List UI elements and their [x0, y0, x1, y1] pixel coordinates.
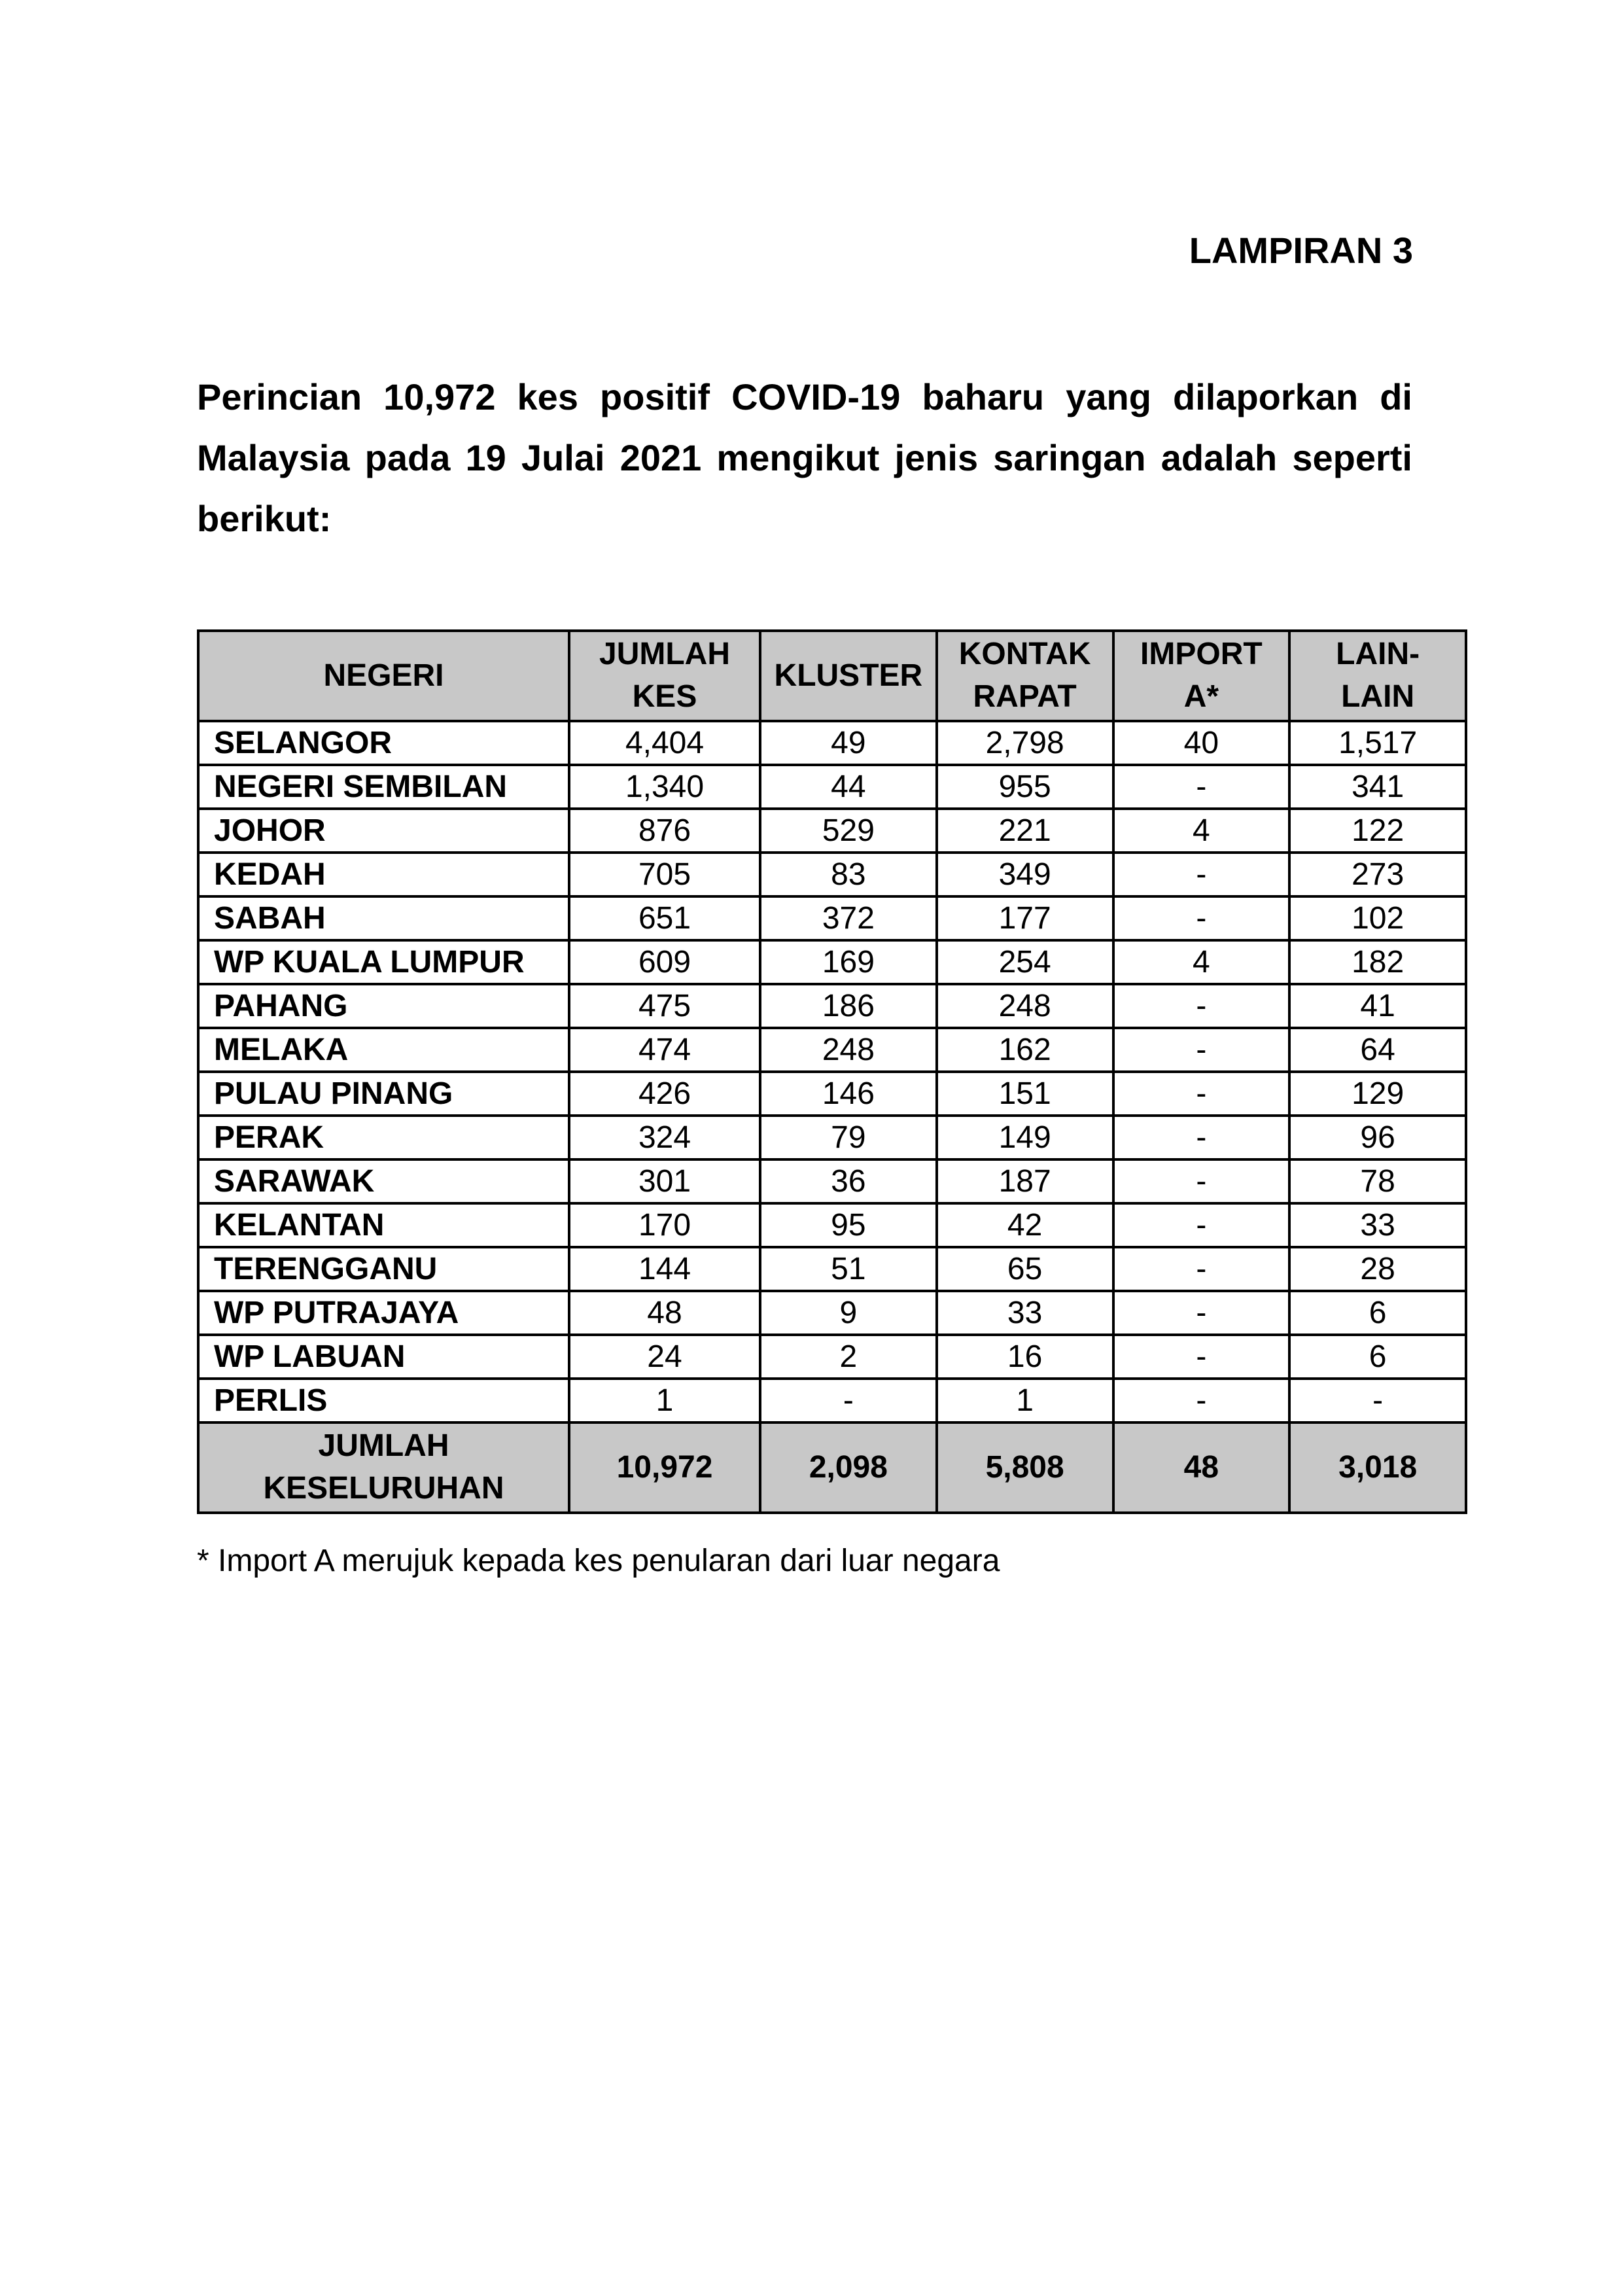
kluster-cell: 51 — [760, 1247, 937, 1291]
jumlah-kes-cell: 426 — [569, 1072, 760, 1116]
header-jumlah-kes: JUMLAH KES — [569, 631, 760, 721]
state-name: JOHOR — [198, 809, 569, 853]
jumlah-kes-cell: 48 — [569, 1291, 760, 1335]
kluster-cell: 95 — [760, 1203, 937, 1247]
kluster-cell: - — [760, 1379, 937, 1422]
footnote: * Import A merujuk kepada kes penularan dari luar negara — [197, 1544, 1000, 1578]
jumlah-kes-cell: 876 — [569, 809, 760, 853]
jumlah-kes-cell: 4,404 — [569, 721, 760, 765]
state-name: NEGERI SEMBILAN — [198, 765, 569, 809]
jumlah-kes-cell: 144 — [569, 1247, 760, 1291]
header-kontak-rapat: KONTAK RAPAT — [937, 631, 1113, 721]
lain-lain-cell: 6 — [1289, 1291, 1466, 1335]
header-kluster: KLUSTER — [760, 631, 937, 721]
kontak-rapat-cell: 2,798 — [937, 721, 1113, 765]
import-a-cell: - — [1113, 1159, 1290, 1203]
lain-lain-cell: 182 — [1289, 940, 1466, 984]
table-row — [198, 1379, 1466, 1422]
import-a-cell: - — [1113, 1335, 1290, 1379]
state-name: WP KUALA LUMPUR — [198, 940, 569, 984]
total-kluster: 2,098 — [760, 1422, 937, 1513]
state-name: PAHANG — [198, 984, 569, 1028]
lain-lain-cell: 341 — [1289, 765, 1466, 809]
state-name: PERLIS — [198, 1379, 569, 1422]
total-kontak-rapat: 5,808 — [937, 1422, 1113, 1513]
kluster-cell: 146 — [760, 1072, 937, 1116]
state-name: SELANGOR — [198, 721, 569, 765]
kontak-rapat-cell: 187 — [937, 1159, 1113, 1203]
kluster-cell: 248 — [760, 1028, 937, 1072]
kluster-cell: 529 — [760, 809, 937, 853]
jumlah-kes-cell: 609 — [569, 940, 760, 984]
table-row — [198, 721, 1466, 765]
lain-lain-cell: 1,517 — [1289, 721, 1466, 765]
table-row — [198, 1203, 1466, 1247]
lain-lain-cell: 33 — [1289, 1203, 1466, 1247]
table-row — [198, 940, 1466, 984]
table-row — [198, 1247, 1466, 1291]
table-header-row — [198, 631, 1466, 721]
state-name: PULAU PINANG — [198, 1072, 569, 1116]
cases-by-state-table — [197, 629, 1467, 1514]
lain-lain-cell: - — [1289, 1379, 1466, 1422]
jumlah-kes-cell: 651 — [569, 896, 760, 940]
kluster-cell: 44 — [760, 765, 937, 809]
kluster-cell: 36 — [760, 1159, 937, 1203]
table-row — [198, 1028, 1466, 1072]
import-a-cell: 40 — [1113, 721, 1290, 765]
kontak-rapat-cell: 33 — [937, 1291, 1113, 1335]
lain-lain-cell: 96 — [1289, 1116, 1466, 1159]
jumlah-kes-cell: 474 — [569, 1028, 760, 1072]
table-row — [198, 809, 1466, 853]
jumlah-kes-cell: 24 — [569, 1335, 760, 1379]
table-row — [198, 1159, 1466, 1203]
kluster-cell: 83 — [760, 853, 937, 896]
import-a-cell: - — [1113, 853, 1290, 896]
table-row — [198, 1116, 1466, 1159]
state-name: KELANTAN — [198, 1203, 569, 1247]
import-a-cell: - — [1113, 1116, 1290, 1159]
jumlah-kes-cell: 475 — [569, 984, 760, 1028]
state-name: SARAWAK — [198, 1159, 569, 1203]
state-name: PERAK — [198, 1116, 569, 1159]
kluster-cell: 9 — [760, 1291, 937, 1335]
import-a-cell: - — [1113, 1028, 1290, 1072]
kontak-rapat-cell: 151 — [937, 1072, 1113, 1116]
kluster-cell: 372 — [760, 896, 937, 940]
import-a-cell: - — [1113, 1203, 1290, 1247]
state-name: SABAH — [198, 896, 569, 940]
table-row — [198, 853, 1466, 896]
jumlah-kes-cell: 170 — [569, 1203, 760, 1247]
kontak-rapat-cell: 42 — [937, 1203, 1113, 1247]
kontak-rapat-cell: 1 — [937, 1379, 1113, 1422]
table-body — [198, 721, 1466, 1422]
kluster-cell: 79 — [760, 1116, 937, 1159]
kontak-rapat-cell: 349 — [937, 853, 1113, 896]
import-a-cell: - — [1113, 1247, 1290, 1291]
jumlah-kes-cell: 301 — [569, 1159, 760, 1203]
lain-lain-cell: 6 — [1289, 1335, 1466, 1379]
kontak-rapat-cell: 65 — [937, 1247, 1113, 1291]
total-row — [198, 1422, 1466, 1513]
kluster-cell: 2 — [760, 1335, 937, 1379]
kontak-rapat-cell: 221 — [937, 809, 1113, 853]
kontak-rapat-cell: 254 — [937, 940, 1113, 984]
kluster-cell: 49 — [760, 721, 937, 765]
import-a-cell: 4 — [1113, 809, 1290, 853]
import-a-cell: 4 — [1113, 940, 1290, 984]
total-import-a: 48 — [1113, 1422, 1290, 1513]
lain-lain-cell: 28 — [1289, 1247, 1466, 1291]
lain-lain-cell: 273 — [1289, 853, 1466, 896]
kluster-cell: 186 — [760, 984, 937, 1028]
annex-label: LAMPIRAN 3 — [1189, 230, 1413, 271]
kontak-rapat-cell: 162 — [937, 1028, 1113, 1072]
jumlah-kes-cell: 1,340 — [569, 765, 760, 809]
lain-lain-cell: 102 — [1289, 896, 1466, 940]
header-negeri: NEGERI — [198, 631, 569, 721]
state-name: WP PUTRAJAYA — [198, 1291, 569, 1335]
import-a-cell: - — [1113, 765, 1290, 809]
table-row — [198, 765, 1466, 809]
total-label: JUMLAH KESELURUHAN — [198, 1422, 569, 1513]
state-name: KEDAH — [198, 853, 569, 896]
lain-lain-cell: 64 — [1289, 1028, 1466, 1072]
kluster-cell: 169 — [760, 940, 937, 984]
state-name: TERENGGANU — [198, 1247, 569, 1291]
total-lain-lain: 3,018 — [1289, 1422, 1466, 1513]
table-row — [198, 1072, 1466, 1116]
kontak-rapat-cell: 955 — [937, 765, 1113, 809]
state-name: WP LABUAN — [198, 1335, 569, 1379]
table-row — [198, 1335, 1466, 1379]
kontak-rapat-cell: 248 — [937, 984, 1113, 1028]
kontak-rapat-cell: 16 — [937, 1335, 1113, 1379]
import-a-cell: - — [1113, 1379, 1290, 1422]
jumlah-kes-cell: 1 — [569, 1379, 760, 1422]
total-jumlah-kes: 10,972 — [569, 1422, 760, 1513]
header-import-a: IMPORT A* — [1113, 631, 1290, 721]
header-lain-lain: LAIN- LAIN — [1289, 631, 1466, 721]
import-a-cell: - — [1113, 896, 1290, 940]
jumlah-kes-cell: 324 — [569, 1116, 760, 1159]
kontak-rapat-cell: 177 — [937, 896, 1113, 940]
table-row — [198, 896, 1466, 940]
table-row — [198, 984, 1466, 1028]
lain-lain-cell: 41 — [1289, 984, 1466, 1028]
kontak-rapat-cell: 149 — [937, 1116, 1113, 1159]
lain-lain-cell: 129 — [1289, 1072, 1466, 1116]
import-a-cell: - — [1113, 1072, 1290, 1116]
import-a-cell: - — [1113, 984, 1290, 1028]
import-a-cell: - — [1113, 1291, 1290, 1335]
lain-lain-cell: 78 — [1289, 1159, 1466, 1203]
state-name: MELAKA — [198, 1028, 569, 1072]
lain-lain-cell: 122 — [1289, 809, 1466, 853]
intro-paragraph: Perincian 10,972 kes positif COVID-19 baharu yang dilaporkan di Malaysia pada 19 Julai 2021 mengikut jenis saringan adalah seperti berikut: — [197, 376, 1412, 539]
table-row — [198, 1291, 1466, 1335]
jumlah-kes-cell: 705 — [569, 853, 760, 896]
